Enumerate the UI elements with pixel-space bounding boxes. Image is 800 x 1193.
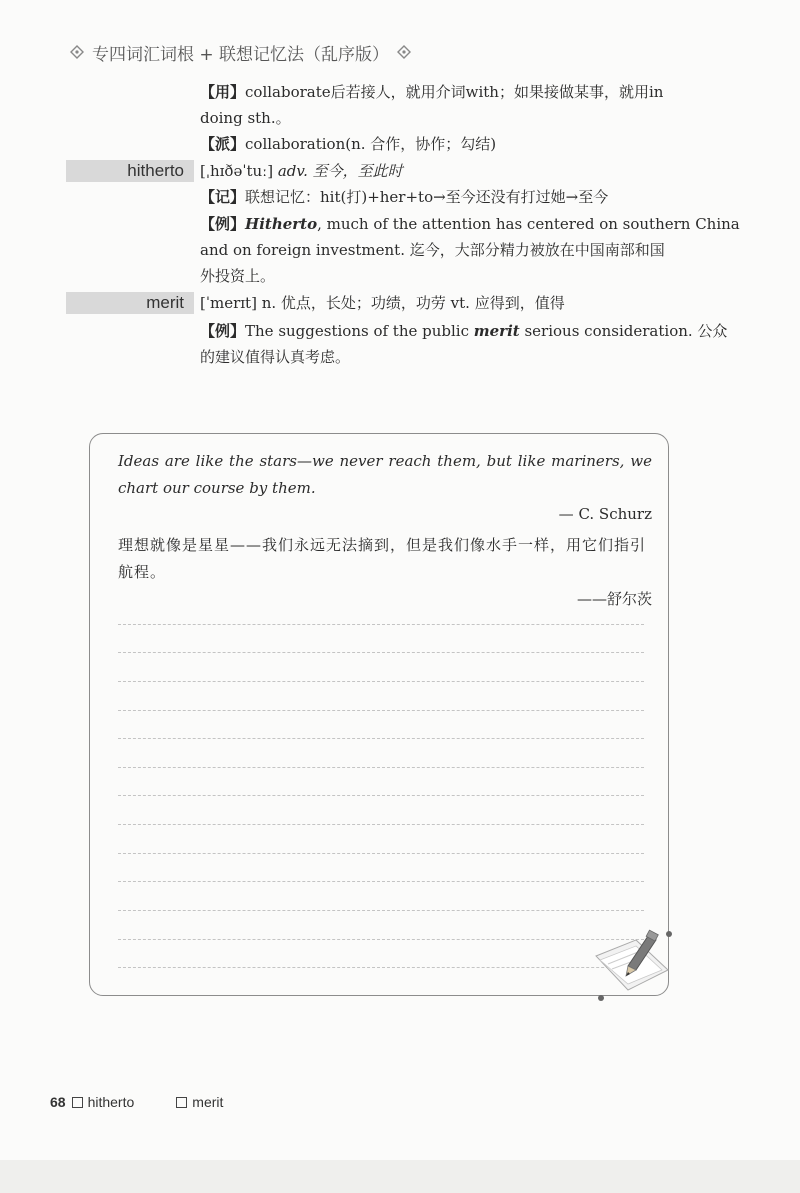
footer-word-item <box>72 1094 135 1110</box>
note-line <box>118 881 644 882</box>
note-line <box>118 795 644 796</box>
example-hitherto-line3: 外投资上。 <box>200 267 276 285</box>
quote-chinese-author: ——舒尔茨 <box>576 590 652 608</box>
pencil-notepad-icon <box>590 926 674 998</box>
example-tag: 【例】 <box>200 215 246 233</box>
footer-word-label: hitherto <box>87 1094 135 1110</box>
note-line <box>118 767 644 768</box>
usage-note-cont: doing sth.。 <box>200 109 291 127</box>
checkbox-icon <box>176 1097 187 1108</box>
example-text: serious consideration. 公众 <box>519 322 728 340</box>
header-title: 专四词汇词根 + 联想记忆法（乱序版） <box>92 44 390 65</box>
footer-word-item <box>176 1094 223 1110</box>
derive-tag: 【派】 <box>200 135 246 153</box>
example-text: , much of the attention has centered on southern China <box>317 215 740 233</box>
headword-bar-merit <box>66 292 194 314</box>
example-text: The suggestions of the public <box>245 322 474 340</box>
note-line <box>118 967 644 968</box>
note-line <box>118 681 644 682</box>
note-line <box>118 853 644 854</box>
note-line <box>118 738 644 739</box>
usage-note <box>200 79 663 105</box>
example-keyword: Hitherto <box>245 215 318 233</box>
phonetic: [ˌhɪðəˈtuː] <box>200 162 274 180</box>
usage-text: collaborate后若接人，就用介词with；如果接做某事，就用in <box>245 83 664 101</box>
note-line <box>118 824 644 825</box>
usage-tag: 【用】 <box>200 83 246 101</box>
diamond-ornament-icon <box>70 45 84 59</box>
derivative-note <box>200 131 496 157</box>
pos-definition: n. 优点，长处；功绩，功劳 vt. 应得到，值得 <box>261 294 565 312</box>
phonetic: [ˈmerɪt] <box>200 294 257 312</box>
note-line <box>118 710 644 711</box>
headword-merit: merit <box>146 293 184 312</box>
page-number: 68 <box>50 1094 66 1110</box>
example-tag: 【例】 <box>200 322 246 340</box>
derive-text: collaboration(n. 合作，协作；勾结) <box>245 135 497 153</box>
footer-word-label: merit <box>192 1094 224 1110</box>
note-line <box>118 910 644 911</box>
diamond-ornament-icon <box>397 45 411 59</box>
quote-english: Ideas are like the stars—we never reach them, but like mariners, we chart our course by them. <box>118 452 652 497</box>
memo-hitherto <box>200 184 608 210</box>
pos-definition: adv. 至今，至此时 <box>277 162 403 180</box>
definition-merit <box>200 290 565 316</box>
checkbox-icon <box>72 1097 83 1108</box>
memo-text: 联想记忆：hit(打)+her+to→至今还没有打过她→至今 <box>245 188 609 206</box>
example-merit-line2: 的建议值得认真考虑。 <box>200 348 351 366</box>
note-line <box>118 652 644 653</box>
example-hitherto-line2: and on foreign investment. 迄今，大部分精力被放在中国南部和国 <box>200 241 665 259</box>
running-header <box>70 38 411 66</box>
page-footer <box>50 1094 223 1110</box>
page-bottom-margin <box>0 1160 800 1193</box>
definition-hitherto <box>200 158 403 184</box>
note-line <box>118 624 644 625</box>
headword-bar-hitherto <box>66 160 194 182</box>
example-hitherto <box>200 211 740 237</box>
headword-hitherto: hitherto <box>127 161 184 180</box>
memo-tag: 【记】 <box>200 188 246 206</box>
example-merit <box>200 318 727 344</box>
example-keyword: merit <box>473 322 520 340</box>
quote-chinese: 理想就像是星星——我们永远无法摘到，但是我们像水手一样，用它们指引航程。 <box>118 536 647 581</box>
quote-english-author: — C. Schurz <box>558 505 652 523</box>
note-line <box>118 939 644 940</box>
